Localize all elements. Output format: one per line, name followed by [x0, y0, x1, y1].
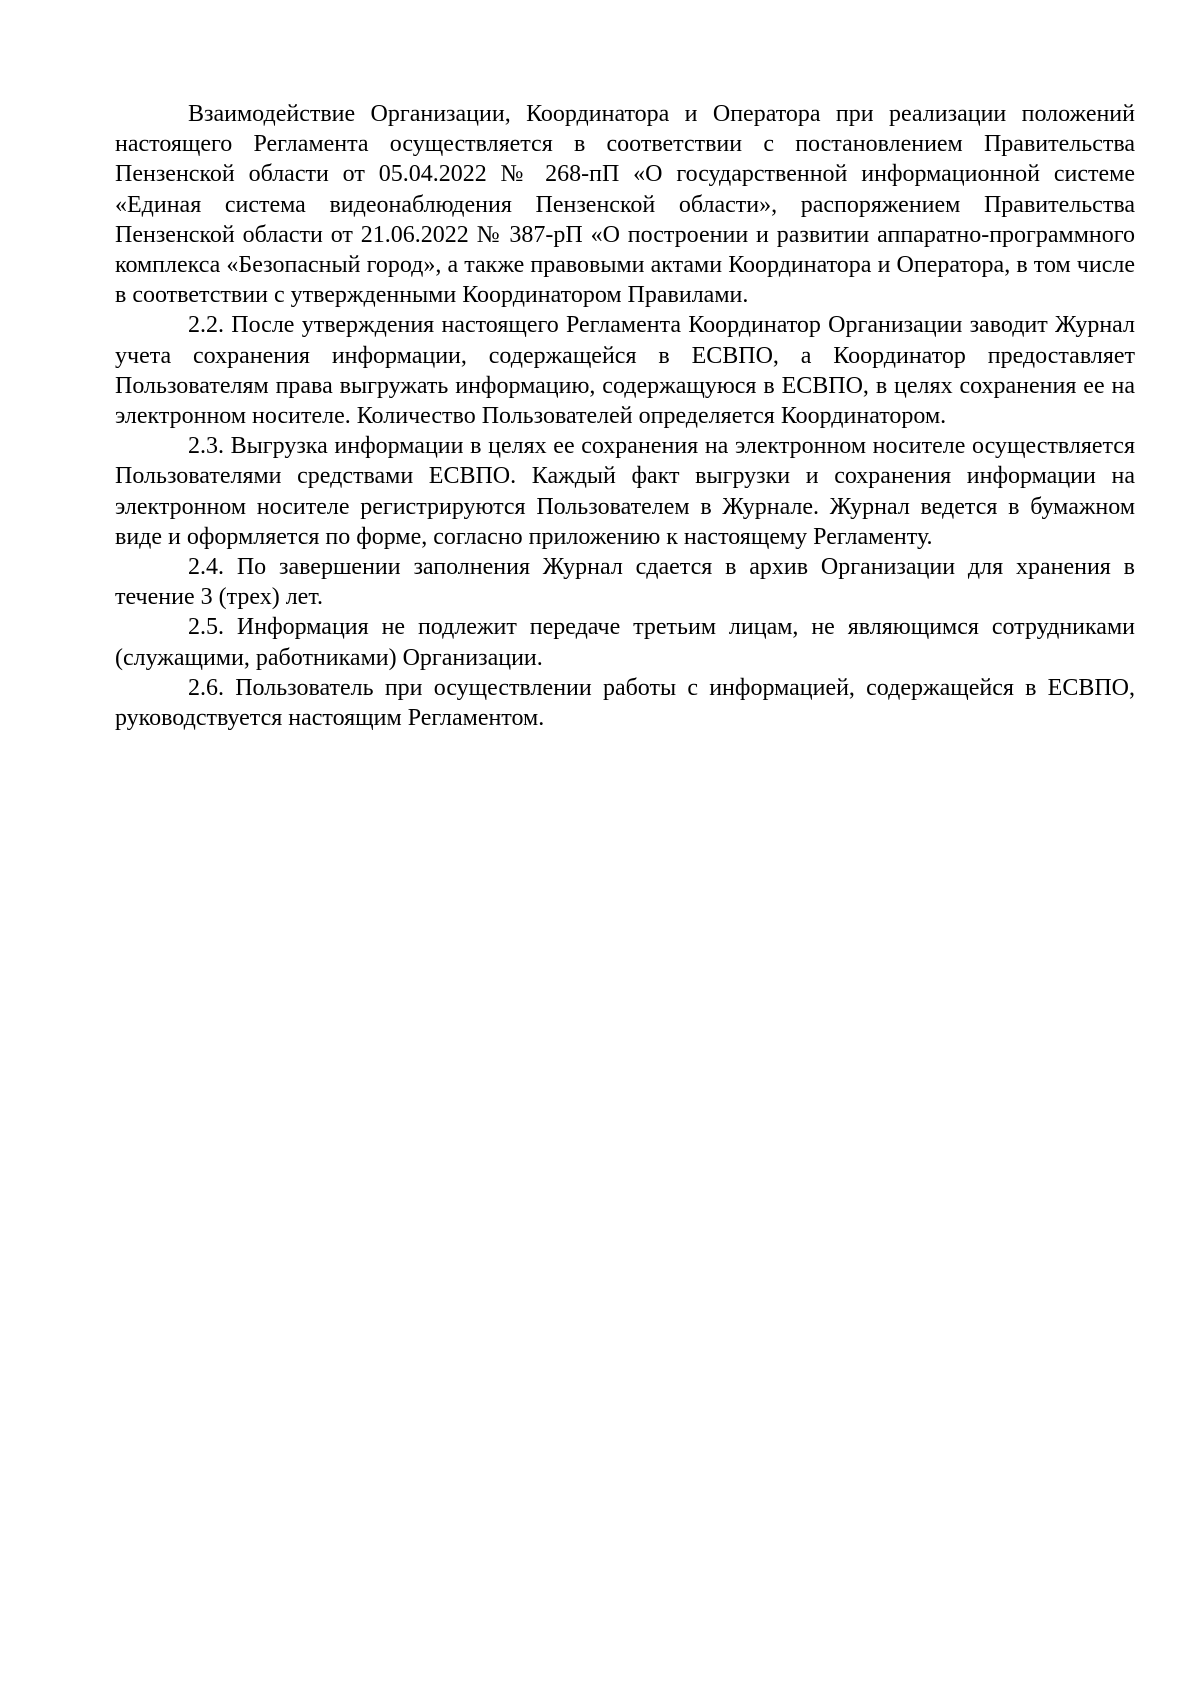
paragraph-2-6: 2.6. Пользователь при осуществлении работы с информацией, содержащейся в ЕСВПО, руководствуется настоящим Регламентом. [115, 674, 1135, 732]
paragraph-interaction: Взаимодействие Организации, Координатора и Оператора при реализации положений настоящего Регламента осуществляется в соответствии с постановлением Правительства Пензенской области от 05.04.2022 № 268-пП «О государственной информационной системе «Единая система видеонаблюдения Пензенской области», распоряжением Правительства Пензенской области от 21.06.2022 № 387-рП «О построении и развитии аппаратно-программного комплекса «Безопасный город», а также правовыми актами Координатора и Оператора, в том числе в соответствии с утвержденными Координатором Правилами. [115, 101, 1135, 309]
paragraph-2-2: 2.2. После утверждения настоящего Регламента Координатор Организации заводит Журнал учета сохранения информации, содержащейся в ЕСВПО, а Координатор предоставляет Пользователям права выгружать информацию, содержащуюся в ЕСВПО, в целях сохранения ее на электронном носителе. Количество Пользователей определяется Координатором. [115, 312, 1135, 430]
paragraph-2-4: 2.4. По завершении заполнения Журнал сдается в архив Организации для хранения в течение 3 (трех) лет. [115, 554, 1135, 611]
document-body [115, 99, 1135, 733]
paragraph-2-3: 2.3. Выгрузка информации в целях ее сохранения на электронном носителе осуществляется Пользователями средствами ЕСВПО. Каждый факт выгрузки и сохранения информации на электронном носителе регистрируются Пользователем в Журнале. Журнал ведется в бумажном виде и оформляется по форме, согласно приложению к настоящему Регламенту. [115, 433, 1135, 550]
paragraph-2-5: 2.5. Информация не подлежит передаче третьим лицам, не являющимся сотрудниками (служащими, работниками) Организации. [115, 614, 1135, 671]
